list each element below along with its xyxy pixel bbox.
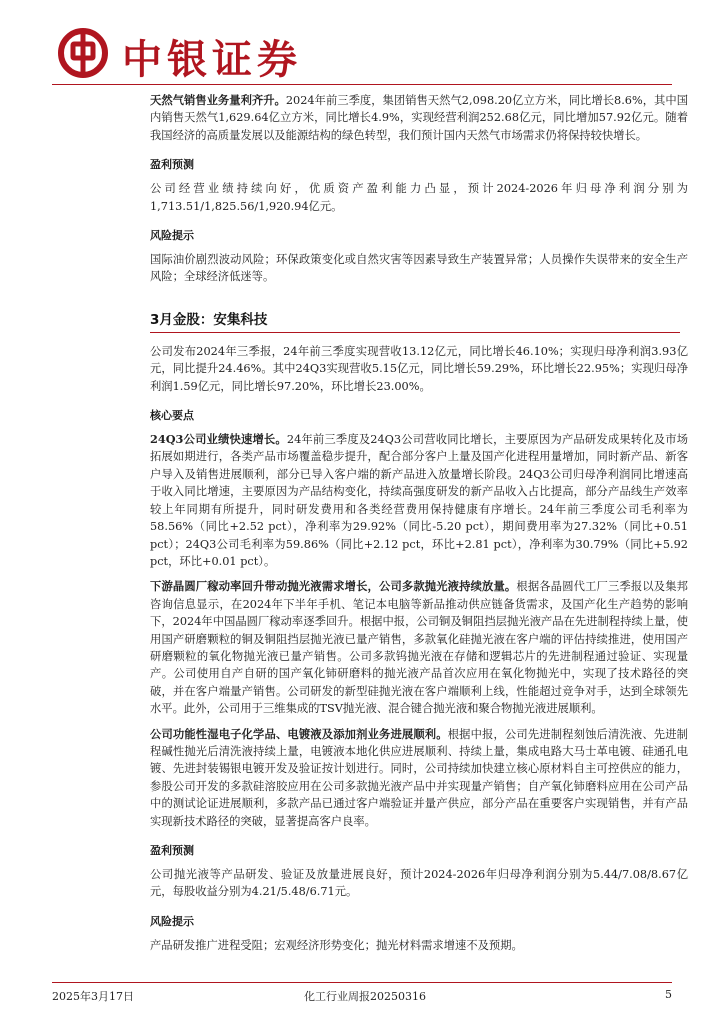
point-3-lead: 公司功能性湿电子化学品、电镀液及添加剂业务进展顺利。 <box>150 726 448 741</box>
section2-risk-heading: 风险提示 <box>150 914 194 928</box>
section1-forecast-heading: 盈利预测 <box>150 158 194 172</box>
bank-of-china-logo-icon <box>57 27 109 79</box>
brand-name: 中银证券 <box>122 37 302 83</box>
section2-point-2 <box>150 578 688 717</box>
section2-title: 3月金股：安集科技 <box>150 308 680 333</box>
page-number: 5 <box>665 988 672 1001</box>
page-header <box>52 22 672 84</box>
section1-forecast-text: 公司经营业绩持续向好，优质资产盈利能力凸显，预计2024-2026年归母净利润分别为1,713.51/1,825.56/1,920.94亿元。 <box>150 182 688 213</box>
section1-paragraph <box>150 92 688 144</box>
section2-core-heading: 核心要点 <box>150 409 194 423</box>
point-1-text: 24年前三季度及24Q3公司营收同比增长，主要原因为产品研发成果转化及市场拓展如期进行，各类产品市场覆盖稳步提升，配合部分客户上量及国产化进程用量增加，同时新产品、新客户导入及销售进展顺利，部分已导入客户端的新产品进入放量增长阶段。24Q3公司归母净利润同比增速高于收入同比增速，主要原因为产品结构变化，持续高强度研发的新产品收入占比提高，部分产品线生产效率较上年同期有所提升，同时研发费用和各类经营费用保持健康有序增长。24年前三季度公司毛利率为58.56%（同比+2.52 pct），净利率为29.92%（同比-5.20 pct），期间费用率为27.32%（同比+0.51 pct）；24Q3公司毛利率为59.86%（同比+2.12 pct，环比+2.81 pct），净利率为30.79%（同比+5.92 pct，环比+0.01 pct）。 <box>150 433 688 568</box>
section2-point-3 <box>150 726 688 830</box>
footer-divider <box>52 982 672 983</box>
footer-date: 2025年3月17日 <box>52 990 134 1003</box>
footer-report-title: 化工行业周报20250316 <box>304 990 426 1003</box>
section1-lead: 天然气销售业务量利齐升。 <box>150 93 286 107</box>
point-3-text: 根据中报，公司先进制程刻蚀后清洗液、先进制程碱性抛光后清洗液持续上量，电镀液本地化供应进展顺利、持续上量，集成电路大马士革电镀、硅通孔电镀、先进封装锡银电镀开发及验证按计划进行。同时，公司持续加快建立核心原材料自主可控供应的能力，参股公司开发的多款硅溶胶应用在公司多款抛光液产品中并实现量产销售；自产氧化铈磨料应用在公司产品中的测试论证进展顺利，多款产品已通过客户端验证并量产供应，部分产品在重要客户实现销售，并有产品实现新技术路径的突破，显著提高客户良率。 <box>150 727 688 828</box>
header-divider <box>52 84 672 85</box>
section2-risk-text: 产品研发推广进程受阻；宏观经济形势变化；抛光材料需求增速不及预期。 <box>150 938 523 952</box>
section1-risk-text: 国际油价剧烈波动风险；环保政策变化或自然灾害等因素导致生产装置异常；人员操作失误带来的安全生产风险；全球经济低迷等。 <box>150 253 688 284</box>
section2-intro: 公司发布2024年三季报，24年前三季度实现营收13.12亿元，同比增长46.10%；实现归母净利润3.93亿元，同比提升24.46%。其中24Q3实现营收5.15亿元，同比增长59.29%，环比增长22.95%；实现归母净利润1.59亿元，同比增长97.20%，环比增长23.00%。 <box>150 344 688 393</box>
point-2-lead: 下游晶圆厂稼动率回升带动抛光液需求增长，公司多款抛光液持续放量。 <box>150 579 517 594</box>
section1-text: 2024年前三季度，集团销售天然气2,098.20亿立方米，同比增长8.6%，其中国内销售天然气1,629.64亿立方米，同比增长4.9%，实现经营利润252.68亿元，同比增加57.92亿元。随着我国经济的高质量发展以及能源结构的绿色转型，我们预计国内天然气市场需求仍将保持较快增长。 <box>150 94 688 142</box>
section2-forecast-text: 公司抛光液等产品研发、验证及放量进展良好，预计2024-2026年归母净利润分别为5.44/7.08/8.67亿元，每股收益分别为4.21/5.48/6.71元。 <box>150 868 688 899</box>
section2-forecast-heading: 盈利预测 <box>150 844 194 857</box>
report-content <box>150 92 688 954</box>
point-1-lead: 24Q3公司业绩快速增长。 <box>150 432 287 447</box>
section1-risk-heading: 风险提示 <box>150 229 194 243</box>
section2-point-1 <box>150 431 688 570</box>
point-2-text: 根据各晶圆代工厂三季报以及集邦咨询信息显示，在2024年下半年手机、笔记本电脑等新品推动供应链备货需求，及国产化生产趋势的影响下，2024年中国晶圆厂稼动率逐季回升。根据中报，公司铜及铜阻挡层抛光液产品在先进制程持续上量，使用国产研磨颗粒的铜及铜阻挡层抛光液已量产销售，多款氧化硅抛光液在客户端的评估持续推进，使用国产研磨颗粒的氧化物抛光液已量产销售。公司多款钨抛光液在存储和逻辑芯片的先进制程通过验证、实现量产。公司使用自产自研的国产氧化铈研磨料的抛光液产品首次应用在氧化物抛光中，实现了技术路径的突破，并在客户端量产销售。公司研发的新型硅抛光液在客户端顺利上线，性能超过竞争对手，达到全球领先水平。此外，公司用于三维集成的TSV抛光液、混合键合抛光液和聚合物抛光液进展顺利。 <box>150 580 688 716</box>
